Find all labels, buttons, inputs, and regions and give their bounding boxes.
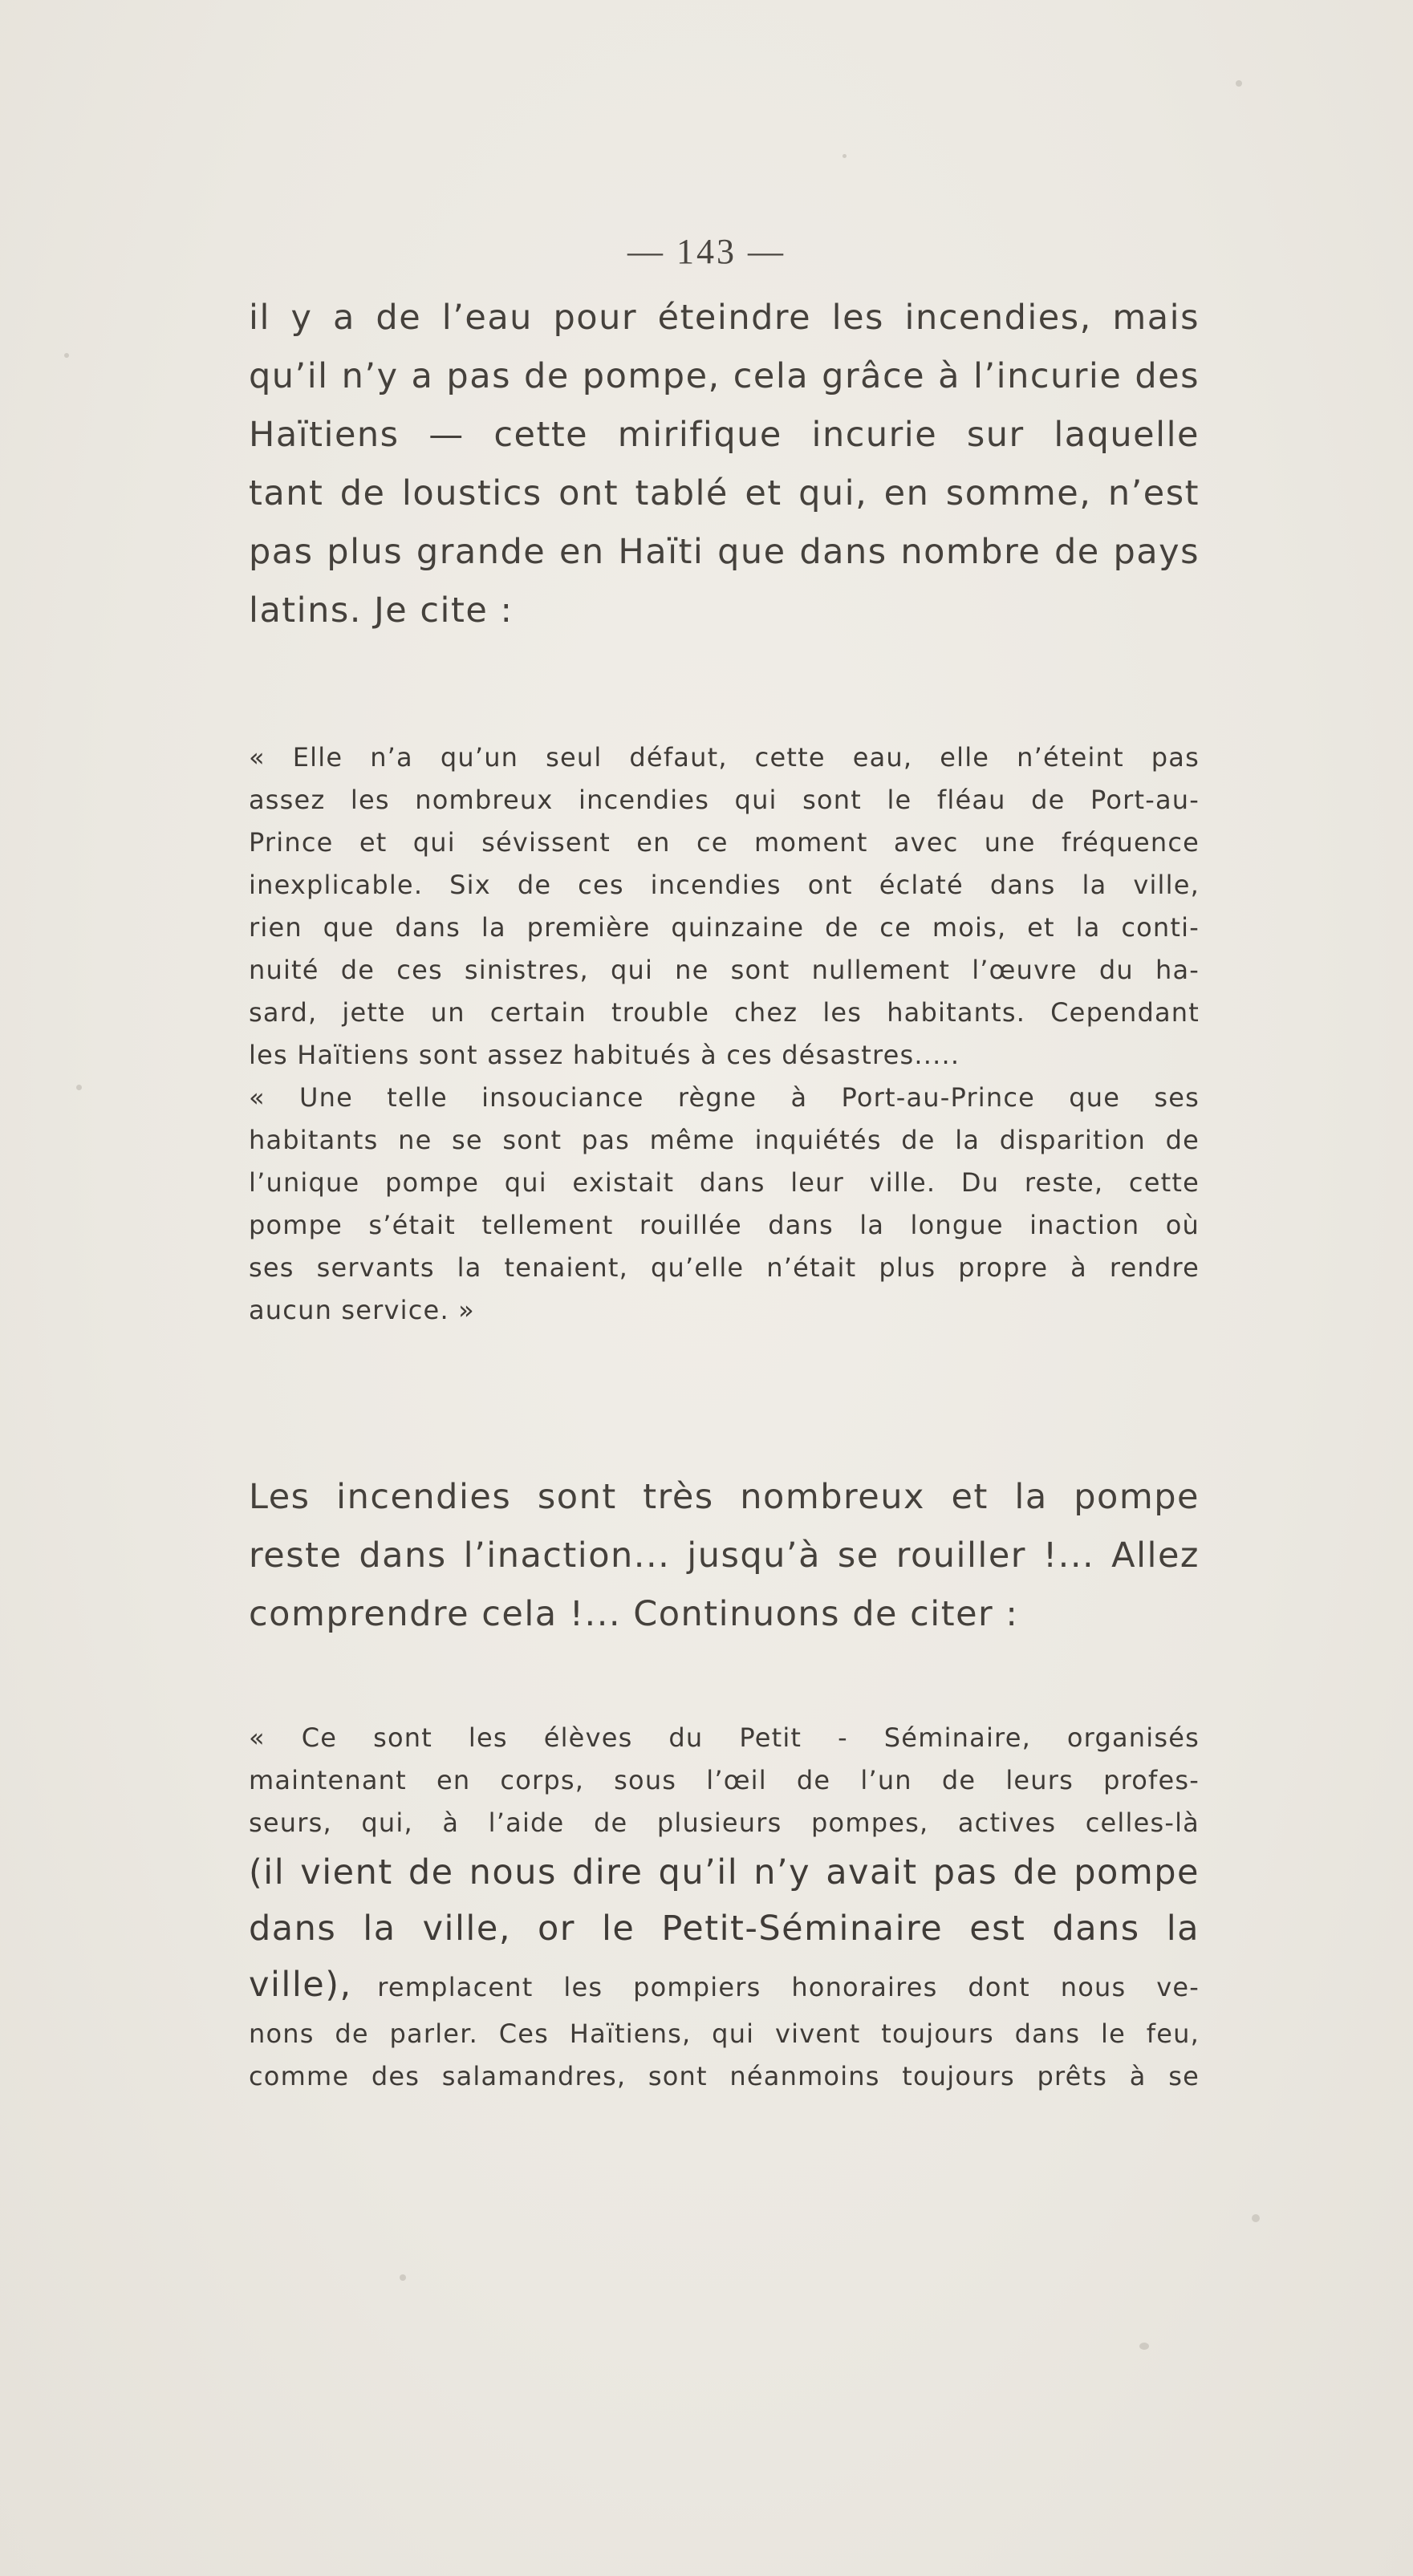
quote-line: inexplicable. Six de ces incendies ont éclaté dans la ville, [249,870,1200,900]
quote-1 [249,736,1200,1332]
quote-line: nons de parler. Ces Haïtiens, qui vivent toujours dans le feu, [249,2018,1200,2049]
text-line: il y a de l’eau pour éteindre les incendies, mais [249,298,1200,338]
paragraph-1 [249,289,1200,640]
quote-line: ses servants la tenaient, qu’elle n’était plus propre à rendre [249,1252,1200,1283]
quote-line: seurs, qui, à l’aide de plusieurs pompes, actives celles-là [249,1807,1200,1838]
quote-line: « Une telle insouciance règne à Port-au-Prince que ses [249,1082,1200,1113]
interjection-text: ville), [249,1965,352,2005]
text-line: Haïtiens — cette mirifique incurie sur laquelle [249,415,1200,455]
interjection-text: (il vient de nous dire qu’il n’y avait pas de pompe [249,1852,1200,1892]
quote-line: nuité de ces sinistres, qui ne sont nullement l’œuvre du ha- [249,955,1200,985]
paper-speck [76,1085,82,1090]
text-line: pas plus grande en Haïti que dans nombre de pays [249,532,1200,572]
quote-line: sard, jette un certain trouble chez les habitants. Cependant [249,997,1200,1028]
paper-speck [64,353,69,358]
paper-speck [1236,80,1242,87]
quote-line: maintenant en corps, sous l’œil de l’un de leurs profes- [249,1765,1200,1795]
quote-line: aucun service. » [249,1295,475,1325]
quote-line: habitants ne se sont pas même inquiétés de la disparition de [249,1125,1200,1155]
paper-speck [400,2274,406,2281]
text-line: latins. Je cite : [249,590,514,631]
quote-line: pompe s’était tellement rouillée dans la longue inaction où [249,1210,1200,1240]
text-line: qu’il n’y a pas de pompe, cela grâce à l’incurie des [249,356,1200,396]
paper-speck [1139,2343,1149,2350]
quote-line: comme des salamandres, sont néanmoins toujours prêts à se [249,2061,1200,2091]
quote-line: « Ce sont les élèves du Petit - Séminaire, organisés [249,1722,1200,1753]
text-line: tant de loustics ont tablé et qui, en somme, n’est [249,473,1200,513]
page-number: — 143 — [627,232,786,271]
quote-text: remplacent les pompiers honoraires dont nous ve- [377,1972,1200,2002]
quote-line: l’unique pompe qui existait dans leur ville. Du reste, cette [249,1167,1200,1198]
interjection-line [249,1957,1200,2013]
paragraph-2 [249,1468,1200,1644]
quote-line: rien que dans la première quinzaine de ce mois, et la conti- [249,912,1200,943]
interjection-text: dans la ville, or le Petit-Séminaire est dans la [249,1909,1200,1949]
text-line: comprendre cela !... Continuons de citer : [249,1594,1019,1634]
quote-line: assez les nombreux incendies qui sont le fléau de Port-au- [249,785,1200,815]
paper-speck [843,154,847,158]
interjection-line [249,1844,1200,1901]
quote-line: les Haïtiens sont assez habitués à ces désastres..... [249,1040,960,1070]
quote-line: Prince et qui sévissent en ce moment avec une fréquence [249,827,1200,858]
quote-2 [249,1717,1200,2098]
paper-speck [1252,2214,1260,2222]
quote-line: « Elle n’a qu’un seul défaut, cette eau, elle n’éteint pas [249,742,1200,773]
text-line: reste dans l’inaction... jusqu’à se rouiller !... Allez [249,1535,1200,1576]
text-line: Les incendies sont très nombreux et la pompe [249,1477,1200,1517]
interjection-line [249,1901,1200,1957]
